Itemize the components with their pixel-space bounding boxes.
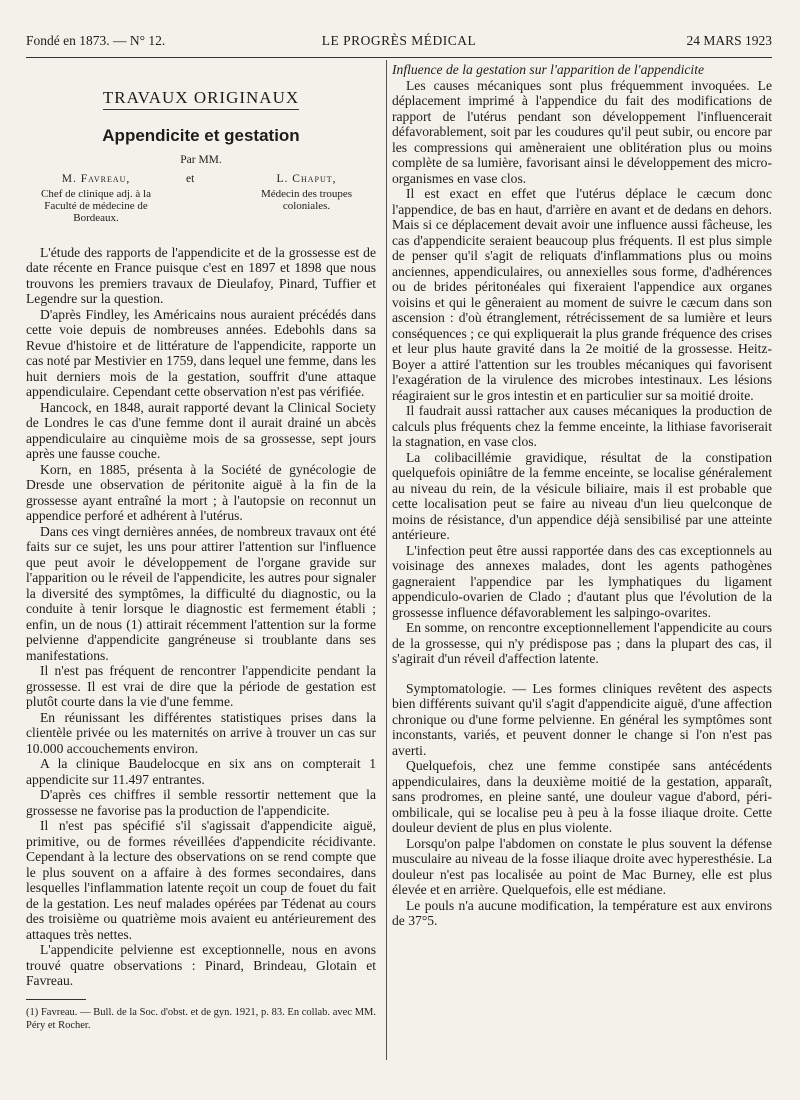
paragraph: D'après Findley, les Américains nous auraient précédés dans cette voie depuis de nombreuses années. Edebohls dans sa Revue d'histoire et de littérature de l'appendicite, rapporte un cas noté par Mestivier en 1759, dans lequel une femme, dans les huit derniers mois de la gestation, souffrit d'une attaque appendiculaire. Cependant cette observation n'est pas vérifiée.: [26, 306, 376, 399]
paragraph: Il n'est pas fréquent de rencontrer l'appendicite pendant la grossesse. Il est vrai de dire que la période de gestation est plutôt courte dans la vie d'une femme.: [26, 663, 376, 709]
paragraph: Quelquefois, chez une femme constipée sans antécédents appendiculaires, dans la deuxième moitié de la gestation, apparaît, sans prodromes, en pleine santé, une douleur vague d'abord, péri-ombilicale, qui se localise peu à peu à la fosse iliaque droite. Cette douleur devient de plus en plus violente.: [392, 758, 772, 835]
paragraph: Korn, en 1885, présenta à la Société de gynécologie de Dresde une observation de péritonite aiguë à la fin de la grossesse ayant entraîné la mort ; à l'autopsie on reconnut un appendice perforé et adhérent à l'utérus.: [26, 461, 376, 523]
paragraph: La colibacillémie gravidique, résultat de la constipation quelquefois opiniâtre de la femme enceinte, se localise généralement au niveau du rein, de la vésicule biliaire, mais il est probable que cette localisation peut se faire au niveau d'un lieu quelconque de moins de résistance, d'un appendice déjà sensibilisé par une atteinte antérieure.: [392, 449, 772, 542]
paragraph: L'appendicite pelvienne est exceptionnelle, nous en avons trouvé quatre observations : Pinard, Brindeau, Glotain et Favreau.: [26, 942, 376, 988]
footnote-rule: [26, 999, 86, 1000]
footnote: (1) Favreau. — Bull. de la Soc. d'obst. et de gyn. 1921, p. 83. En collab. avec MM. Péry et Rocher.: [26, 1006, 376, 1031]
author-name: L. Chaput,: [276, 172, 337, 185]
author-favreau: [26, 173, 166, 224]
header-founded: Fondé en 1873. — N° 12.: [26, 33, 166, 48]
paragraph: Hancock, en 1848, aurait rapporté devant la Clinical Society de Londres le cas d'une femme dont il aurait drainé un abcès appendiculaire au cinquième mois de sa grossesse, sept jours après une fausse couche.: [26, 399, 376, 461]
article-title: Appendicite et gestation: [102, 125, 300, 145]
running-header: [26, 33, 772, 53]
left-body: [26, 245, 376, 989]
paragraph: A la clinique Baudelocque en six ans on compterait 1 appendicite sur 11.497 entrantes.: [26, 756, 376, 787]
header-rule: [26, 57, 772, 58]
left-column: [26, 62, 376, 1032]
paragraph: Il faudrait aussi rattacher aux causes mécaniques la production de calculs plus fréquents chez la femme enceinte, la lithiase favoriserait la stagnation, en vase clos.: [392, 403, 772, 449]
section-title: TRAVAUX ORIGINAUX: [26, 90, 376, 106]
paragraph: Il n'est pas spécifié s'il s'agissait d'appendicite aiguë, primitive, ou de formes réveillées d'appendicite récidivante. Cependant à la lecture des observations on se rend compte que le plus souvent on a affaire à des formes secondaires, dans lesquelles l'inflammation latente reçoit un coup de fouet du fait de la gestation. Les neuf malades opérées par Tédenat au cours des troisième ou quatrième mois avaient eu antérieurement des attaques très nettes.: [26, 818, 376, 942]
author-conjunction: et: [186, 172, 195, 185]
author-name: M. Favreau,: [61, 172, 131, 185]
journal-title: LE PROGRÈS MÉDICAL: [321, 33, 477, 48]
authors-block: [26, 173, 376, 237]
paragraph: Les causes mécaniques sont plus fréquemment invoquées. Le déplacement imprimé à l'appendice du fait des modifications de rapport de l'utérus pendant son développement l'influencerait défavorablement, soit par les coudures qu'il peut subir, ou encore par les compressions qui amèneraient une oblitération plus ou moins complète de sa lumière, favorisant ainsi le développement des micro-organismes en vase clos.: [392, 77, 772, 186]
paragraph: D'après ces chiffres il semble ressortir nettement que la grossesse ne favorise pas la production de l'appendicite.: [26, 787, 376, 818]
paragraph-symptomatologie: Symptomatologie. — Les formes cliniques revêtent des aspects bien différents suivant qu'il s'agit d'appendicite aiguë, d'une affection chronique ou d'une forme pelvienne. En général les symptômes sont inconstants, variés, et peuvent donner le change si l'on n'est pas averti.: [392, 680, 772, 758]
paragraph: Dans ces vingt dernières années, de nombreux travaux ont été faits sur ce sujet, les uns pour attirer l'attention sur l'influence que peut avoir le développement de l'organe gravide sur l'apparition ou le réveil de l'appendicite, les autres pour signaler la diversité des symptômes, la difficulté du diagnostic, ou la conduite à tenir lorsque le diagnostic est fermement établi ; enfin, un de nous (1) attirait récemment l'attention sur la forme pelvienne d'appendicite gangréneuse si troublante dans ses manifestations.: [26, 523, 376, 663]
paragraph: En somme, on rencontre exceptionnellement l'appendicite au cours de la grossesse, qui n'y prédispose pas ; dans la plupart des cas, il s'agirait d'un réveil d'affection latente.: [392, 620, 772, 666]
paragraph: Le pouls n'a aucune modification, la température est aux environs de 37°5.: [392, 897, 772, 928]
right-column: [392, 62, 772, 929]
column-divider: [386, 60, 387, 1060]
author-affiliation: Chef de clinique adj. à la Faculté de médecine de Bordeaux.: [41, 187, 151, 224]
author-chaput: [244, 173, 369, 212]
subsection-heading: Influence de la gestation sur l'apparition de l'appendicite: [392, 62, 704, 77]
paragraph: Lorsqu'on palpe l'abdomen on constate le plus souvent la défense musculaire au niveau de la fosse iliaque droite avec hyperesthésie. La douleur n'est pas localisée au point de Mac Burney, elle est plus élevée et en arrière. Quelquefois, elle est médiane.: [392, 835, 772, 897]
author-affiliation: Médecin des troupes coloniales.: [260, 187, 353, 212]
header-date: 24 MARS 1923: [686, 33, 772, 48]
paragraph: Il est exact en effet que l'utérus déplace le cæcum donc l'appendice, de bas en haut, d'arrière en avant et de dedans en dehors. Mais si ce déplacement devait avoir une influence aussi fâcheuse, les cas d'appendicite seraient beaucoup plus fréquents. Il est plus simple de penser qu'il s'agit de reliquats d'inflammations plus ou moins anciennes, appendiculaires, ou annexielles sous forme, d'adhérences ou de brides péritonéales qui fixeraient l'appendice aux organes voisins et qui le gêneraient au moment de suivre le cæcum dans son ascension : d'où étranglement, rétrécissement de sa lumière et leurs conséquences ; ce qui expliquerait la plus grande fréquence des crises et leur plus haute gravité dans la 2e moitié de la grossesse. Heitz-Boyer a attiré l'attention sur les troubles mécaniques qui favorisent l'exagération de la virulence des microbes intestinaux. Les lésions réagiraient sur le gros intestin et en particulier sur sa moitié droite.: [392, 186, 772, 403]
paragraph: L'infection peut être aussi rapportée dans des cas exceptionnels au voisinage des annexes malades, dont les agents pathogènes gagneraient l'appendice par les lymphatiques du ligament appendiculo-ovarien de Clado ; d'autant plus que l'évolution de la grossesse influence défavorablement les salpingo-ovarites.: [392, 542, 772, 620]
paragraph: En réunissant les différentes statistiques prises dans la clientèle privée ou les maternités on arrive à trouver un cas sur 10.000 accouchements environ.: [26, 709, 376, 756]
paragraph: L'étude des rapports de l'appendicite et de la grossesse est de date récente en France puisque c'est en 1897 et 1898 que nous trouvons les premiers travaux de Dieulafoy, Pinard, Tuffier et Legendre sur la question.: [26, 244, 376, 306]
byline: Par MM.: [180, 154, 222, 166]
